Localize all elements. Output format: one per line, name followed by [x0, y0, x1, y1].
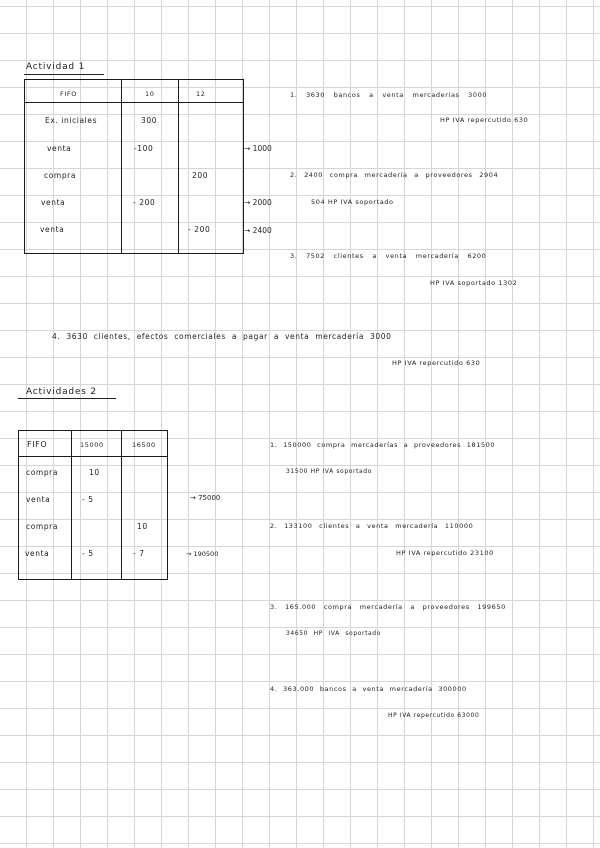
act1-entry3-line2: HP IVA soportado 1302 [430, 279, 518, 287]
table2-header-fifo: FIFO [27, 440, 48, 449]
table1-header-fifo: FIFO [60, 90, 77, 98]
actividades-2-underline [18, 398, 116, 399]
act2-entry3-line2: 34650 HP IVA soportado [286, 630, 381, 637]
act2-entry2-line1: 2. 133100 clientes a venta mercadería 110000 [270, 522, 474, 530]
table1-row2-v10: -100 [134, 144, 154, 153]
table1-header-10: 10 [145, 90, 155, 98]
table2-arrow-190500: → 190500 [186, 550, 219, 558]
act1-entry4-line2: HP IVA repercutido 630 [392, 359, 481, 367]
act1-entry1-line1: 1. 3630 bancos a venta mercaderías 3000 [290, 91, 488, 99]
table1-row1-v10: 300 [141, 116, 158, 125]
act1-entry3-line1: 3. 7502 clientes a venta mercadería 6200 [290, 252, 487, 260]
table1-row4-label: venta [41, 198, 66, 207]
act1-entry2-line2: 504 HP IVA soportado [311, 198, 394, 206]
table2-row3-label: compra [26, 522, 59, 531]
table2-row2-va: - 5 [82, 495, 94, 504]
act2-entry4-line2: HP IVA repercutido 63000 [388, 712, 480, 719]
table2-row4-label: venta [25, 549, 50, 558]
table2-row2-label: venta [26, 495, 51, 504]
table1-row3-label: compra [44, 171, 77, 180]
table1-arrow-2400: → 2400 [244, 226, 272, 235]
table1-row1-label: Ex. iniciales [45, 116, 98, 125]
actividad-1-title: Actividad 1 [26, 62, 86, 72]
act2-entry2-line2: HP IVA repercutido 23100 [396, 549, 494, 557]
table2-row3-vb: 10 [137, 522, 148, 531]
table1-row5-v12: - 200 [188, 225, 211, 234]
table2-row4-va: - 5 [82, 549, 94, 558]
table1-arrow-1000: → 1000 [244, 144, 272, 153]
table2-row1-label: compra [26, 468, 59, 477]
act1-entry4-line1: 4. 3630 clientes, efectos comerciales a pagar a venta mercadería 3000 [52, 332, 392, 341]
table2-row4-vb: - 7 [133, 549, 145, 558]
table2-header-15000: 15000 [80, 441, 104, 449]
table2-arrow-75000: → 75000 [190, 494, 221, 502]
table1-row2-label: venta [47, 144, 72, 153]
act2-entry1-line2: 31500 HP IVA soportado [286, 468, 372, 475]
act2-entry1-line1: 1. 150000 compra mercaderías a proveedores 181500 [270, 441, 496, 449]
table2-header-16500: 16500 [132, 441, 156, 449]
table1-row4-v10: - 200 [133, 198, 156, 207]
act2-entry3-line1: 3. 165.000 compra mercadería a proveedores 199650 [270, 603, 506, 611]
table1-arrow-2000: → 2000 [244, 198, 272, 207]
table1-header-12: 12 [196, 90, 206, 98]
actividades-2-title: Actividades 2 [26, 387, 97, 397]
table1-row5-label: venta [40, 225, 65, 234]
act1-entry2-line1: 2. 2400 compra mercadería a proveedores 2904 [290, 171, 499, 179]
actividad-1-underline [24, 74, 104, 75]
table2-row1-va: 10 [89, 468, 100, 477]
act2-entry4-line1: 4. 363.000 bancos a venta mercadería 300000 [270, 685, 467, 693]
act1-entry1-line2: HP IVA repercutido 630 [440, 116, 529, 124]
table1-row3-v12: 200 [192, 171, 209, 180]
